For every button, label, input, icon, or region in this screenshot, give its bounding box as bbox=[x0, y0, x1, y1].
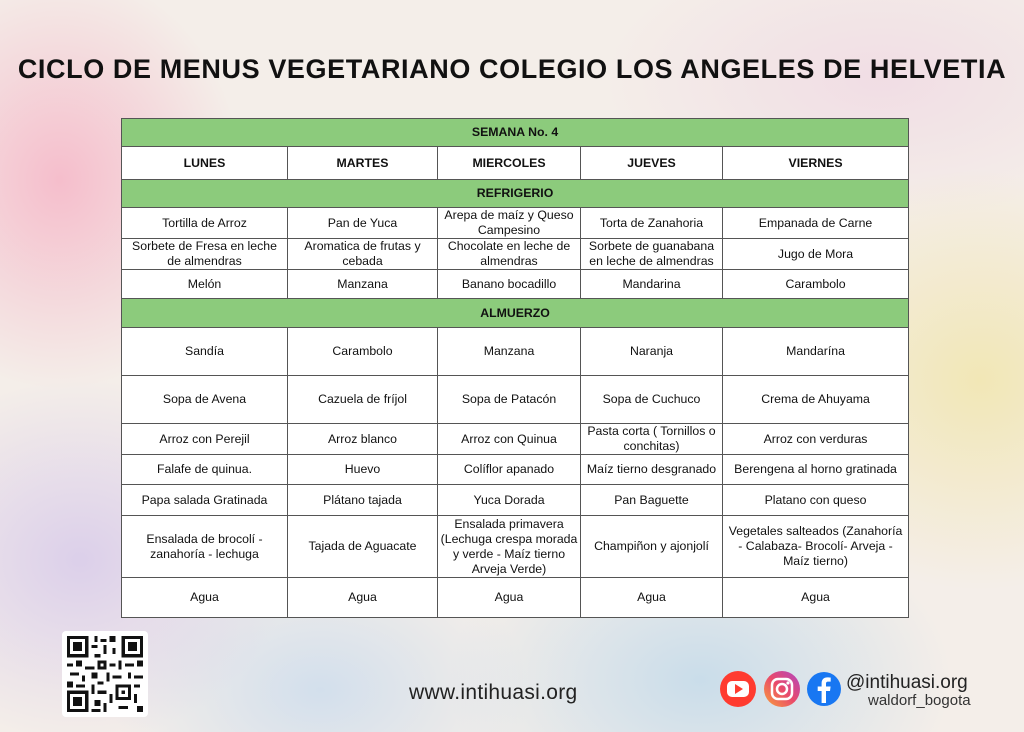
menu-table bbox=[121, 118, 909, 618]
menu-cell: Vegetales salteados (Zanahoría - Calabaza- Brocolí- Arveja - Maíz tierno) bbox=[723, 516, 909, 578]
table-row bbox=[122, 516, 909, 578]
menu-cell: Arepa de maíz y Queso Campesino bbox=[438, 208, 581, 239]
menu-cell: Manzana bbox=[288, 270, 438, 299]
table-row bbox=[122, 376, 909, 424]
menu-cell: Papa salada Gratinada bbox=[122, 485, 288, 516]
menu-cell: Mandarina bbox=[581, 270, 723, 299]
menu-cell: Carambolo bbox=[723, 270, 909, 299]
table-row bbox=[122, 578, 909, 618]
day-header: LUNES bbox=[122, 147, 288, 180]
menu-cell: Sopa de Patacón bbox=[438, 376, 581, 424]
menu-cell: Jugo de Mora bbox=[723, 239, 909, 270]
menu-cell: Berengena al horno gratinada bbox=[723, 455, 909, 485]
qr-code-icon[interactable] bbox=[62, 631, 148, 717]
youtube-icon[interactable] bbox=[719, 670, 757, 713]
menu-cell: Arroz con verduras bbox=[723, 424, 909, 455]
facebook-icon[interactable] bbox=[806, 670, 842, 713]
refrigerio-section-row bbox=[122, 180, 909, 208]
menu-cell: Sandía bbox=[122, 328, 288, 376]
menu-cell: Chocolate en leche de almendras bbox=[438, 239, 581, 270]
week-label: SEMANA No. 4 bbox=[122, 119, 909, 147]
menu-cell: Cazuela de fríjol bbox=[288, 376, 438, 424]
menu-cell: Falafe de quinua. bbox=[122, 455, 288, 485]
menu-cell: Carambolo bbox=[288, 328, 438, 376]
table-row bbox=[122, 424, 909, 455]
menu-cell: Agua bbox=[438, 578, 581, 618]
menu-cell: Torta de Zanahoria bbox=[581, 208, 723, 239]
table-row bbox=[122, 208, 909, 239]
menu-cell: Tajada de Aguacate bbox=[288, 516, 438, 578]
menu-cell: Empanada de Carne bbox=[723, 208, 909, 239]
menu-cell: Pasta corta ( Tornillos o conchitas) bbox=[581, 424, 723, 455]
menu-cell: Platano con queso bbox=[723, 485, 909, 516]
menu-cell: Champiñon y ajonjolí bbox=[581, 516, 723, 578]
website-link[interactable]: www.intihuasi.org bbox=[409, 681, 578, 704]
table-row bbox=[122, 270, 909, 299]
menu-cell: Naranja bbox=[581, 328, 723, 376]
menu-cell: Sorbete de Fresa en leche de almendras bbox=[122, 239, 288, 270]
menu-cell: Colíflor apanado bbox=[438, 455, 581, 485]
menu-cell: Pan Baguette bbox=[581, 485, 723, 516]
menu-cell: Mandarína bbox=[723, 328, 909, 376]
menu-cell: Banano bocadillo bbox=[438, 270, 581, 299]
menu-cell: Arroz blanco bbox=[288, 424, 438, 455]
day-header-row bbox=[122, 147, 909, 180]
table-row bbox=[122, 485, 909, 516]
day-header: JUEVES bbox=[581, 147, 723, 180]
menu-cell: Aromatica de frutas y cebada bbox=[288, 239, 438, 270]
menu-cell: Plátano tajada bbox=[288, 485, 438, 516]
almuerzo-section-row bbox=[122, 299, 909, 328]
social-handle[interactable]: @intihuasi.org bbox=[846, 672, 968, 693]
week-header-row bbox=[122, 119, 909, 147]
menu-cell: Agua bbox=[723, 578, 909, 618]
page-title: CICLO DE MENUS VEGETARIANO COLEGIO LOS ANGELES DE HELVETIA bbox=[17, 54, 1007, 84]
menu-cell: Agua bbox=[122, 578, 288, 618]
social-handle-secondary[interactable]: waldorf_bogota bbox=[868, 692, 971, 709]
menu-cell: Yuca Dorada bbox=[438, 485, 581, 516]
table-row bbox=[122, 328, 909, 376]
menu-cell: Ensalada de brocolí - zanahoría - lechuga bbox=[122, 516, 288, 578]
menu-cell: Sopa de Avena bbox=[122, 376, 288, 424]
menu-cell: Arroz con Perejil bbox=[122, 424, 288, 455]
refrigerio-label: REFRIGERIO bbox=[122, 180, 909, 208]
table-row bbox=[122, 239, 909, 270]
menu-cell: Huevo bbox=[288, 455, 438, 485]
menu-cell: Melón bbox=[122, 270, 288, 299]
menu-cell: Agua bbox=[288, 578, 438, 618]
almuerzo-label: ALMUERZO bbox=[122, 299, 909, 328]
menu-cell: Sopa de Cuchuco bbox=[581, 376, 723, 424]
menu-cell: Arroz con Quinua bbox=[438, 424, 581, 455]
menu-cell: Agua bbox=[581, 578, 723, 618]
day-header: MARTES bbox=[288, 147, 438, 180]
table-row bbox=[122, 455, 909, 485]
menu-cell: Sorbete de guanabana en leche de almendras bbox=[581, 239, 723, 270]
menu-cell: Maíz tierno desgranado bbox=[581, 455, 723, 485]
menu-cell: Tortilla de Arroz bbox=[122, 208, 288, 239]
menu-cell: Ensalada primavera (Lechuga crespa morada y verde - Maíz tierno Arveja Verde) bbox=[438, 516, 581, 578]
menu-cell: Manzana bbox=[438, 328, 581, 376]
menu-cell: Crema de Ahuyama bbox=[723, 376, 909, 424]
instagram-icon[interactable] bbox=[763, 670, 801, 713]
day-header: VIERNES bbox=[723, 147, 909, 180]
day-header: MIERCOLES bbox=[438, 147, 581, 180]
menu-cell: Pan de Yuca bbox=[288, 208, 438, 239]
